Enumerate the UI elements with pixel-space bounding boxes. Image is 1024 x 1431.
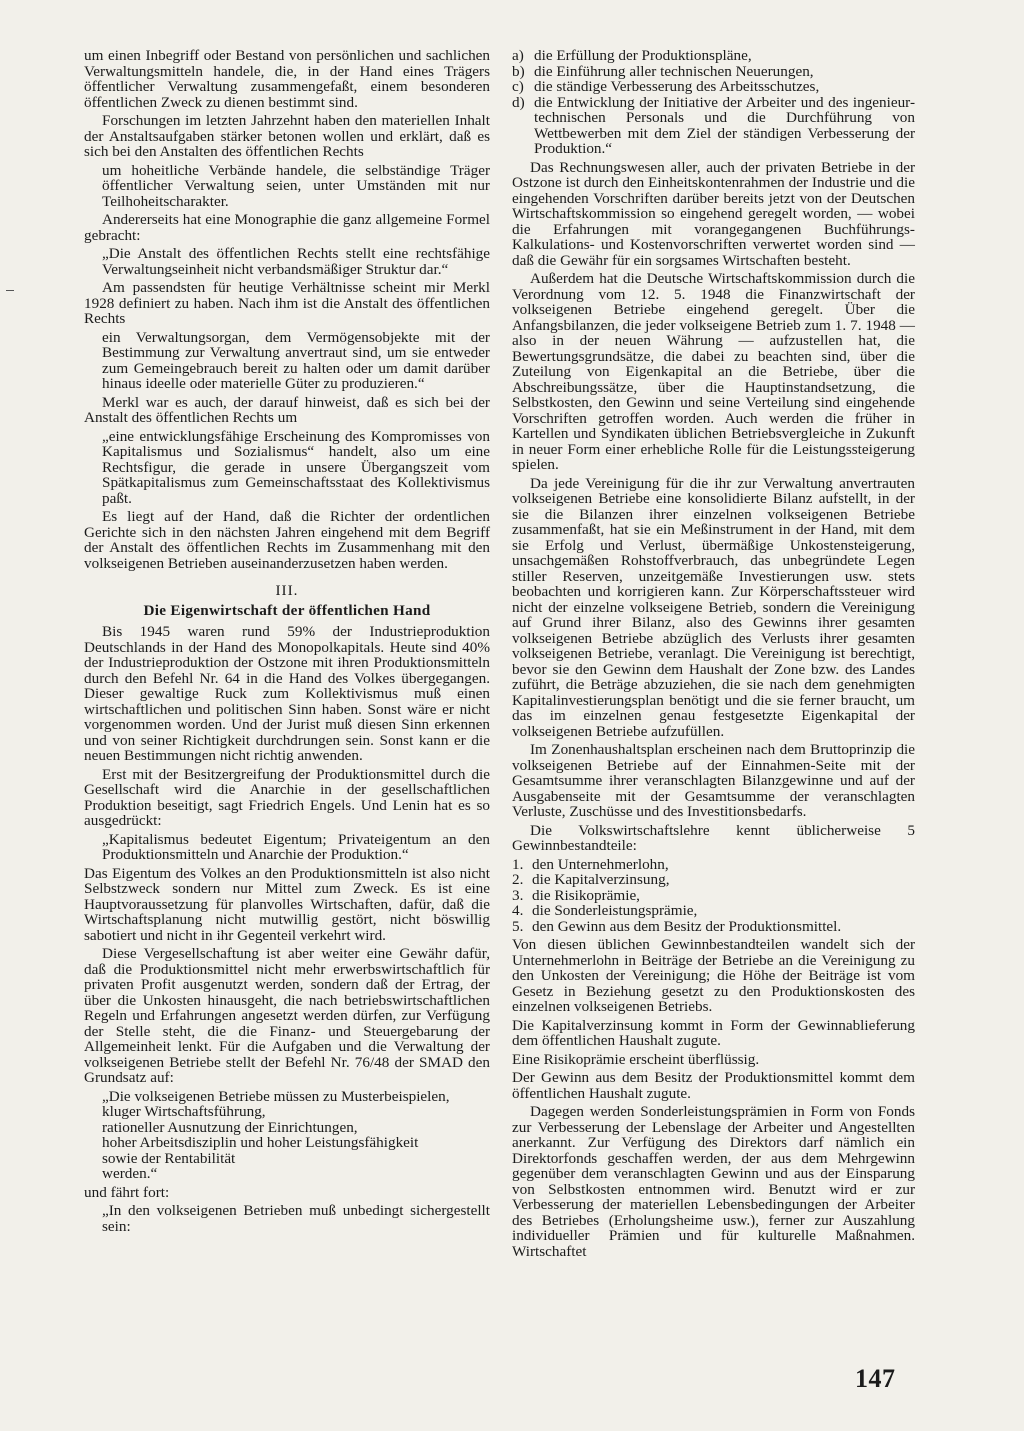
quotation — [102, 1203, 490, 1234]
quotation-line: hoher Arbeitsdisziplin und hoher Leistungsfähigkeit — [102, 1134, 419, 1151]
list-item — [512, 95, 915, 157]
quotation — [102, 1089, 490, 1182]
paragraph: Erst mit der Besitzergreifung der Produktionsmittel durch die Gesellschaft wird die Anarchie in der gesellschaftlichen Produktion beseitigt, sagt Friedrich Engels. Und Lenin hat es so ausgedrückt: — [84, 765, 490, 829]
paragraph: Es liegt auf der Hand, daß die Richter der ordentlichen Gerichte sich in den nächsten Jahren eingehend mit dem Begriff der Anstalt des öffentlichen Rechts im Zusammenhang mit den volkseigenen Betrieben auseinanderzusetzen haben werden. — [84, 508, 490, 572]
paragraph: Diese Vergesellschaftung ist aber weiter eine Gewähr dafür, daß die Produktionsmittel nicht mehr erwerbswirtschaftlich für privaten Profit ausgenutzt werden, sondern daß der Ertrag, der über die Unkosten hinausgeht, die nach betriebswirtschaftlichen Regeln und Erfahrungen angesetzt werden dürfen, zur Verfügung der Stelle steht, die die Finanz- und Steuergebarung der Allgemeinheit lenkt. Für die Aufgaben und die Verwaltung der volkseigenen Betriebe stellt der Befehl Nr. 76/48 der SMAD den Grundsatz auf: — [84, 945, 490, 1086]
quotation-line: werden.“ — [102, 1165, 158, 1182]
quotation-text: „Die Anstalt des öffentlichen Rechts stellt eine rechtsfähige Verwaltungseinheit nicht verbandsmäßiger Struktur dar.“ — [102, 245, 490, 278]
list-marker: d) — [512, 93, 525, 111]
list-item — [512, 79, 915, 95]
list-marker: 5. — [512, 917, 524, 935]
paragraph: Von diesen üblichen Gewinnbestandteilen wandelt sich der Unternehmerlohn in Beiträge der Betriebe an die Vereinigung zu den Unkosten der Vereinigung; die Höhe der Beiträge ist vom Gesetz in Beziehung gesetzt zu den Produktionskosten des einzelnen volkseigenen Betriebs. — [512, 936, 915, 1015]
quotation — [102, 246, 490, 277]
paragraph: Im Zonenhaushaltsplan erscheinen nach dem Bruttoprinzip die volkseigenen Betriebe auf der Einnahmen-Seite mit der Gesamtsumme ihrer veranschlagten Bilanzgewinne und auf der Ausgabenseite mit der Gesamtsumme der veranschlagten Verluste, Zuschüsse und des Investitionsbedarfs. — [512, 741, 915, 820]
list-marker: c) — [512, 78, 524, 95]
paragraph: Das Rechnungswesen aller, auch der privaten Betriebe in der Ostzone ist durch den Einheitskontenrahmen der Industrie und die eingehenden Vorschriften darüber bereits jetzt von der Deutschen Wirtschaftskommission so eingehend geregelt worden, — wobei die Erfahrungen mit vorangegangenen Buchführungs-Kalkulations- und Kostenvorschriften verwertet worden sind — daß die Gewähr für ein sorgsames Wirtschaften besteht. — [512, 158, 915, 269]
paragraph: Das Eigentum des Volkes an den Produktionsmitteln ist also nicht Selbstzweck sondern nur Mittel zum Zweck. Es ist eine Hauptvoraussetzung für planvolles Wirtschaften, dafür, daß die Wirtschaftsplanung nicht mutwillig gestört, nicht böswillig sabotiert und nicht in ihr Gegenteil verkehrt wird. — [84, 864, 490, 944]
lettered-list — [512, 48, 915, 157]
list-item-text: die Erfüllung der Produktionspläne, — [534, 47, 752, 64]
paragraph: Am passendsten für heutige Verhältnisse scheint mir Merkl 1928 definiert zu haben. Nach ihm ist die Anstalt des öffentlichen Rechts — [84, 279, 490, 327]
page-number: 147 — [855, 1364, 896, 1393]
quotation — [102, 429, 490, 507]
quotation — [102, 163, 490, 210]
list-item — [512, 888, 915, 904]
quotation-text: um hoheitliche Verbände handele, die selbständige Träger öffentlicher Verwaltung seien, unter Umständen mit nur Teilhoheitscharakter. — [102, 161, 490, 210]
paragraph: und fährt fort: — [84, 1183, 170, 1201]
quotation-text: „In den volkseigenen Betrieben muß unbedingt sichergestellt sein: — [102, 1202, 490, 1235]
paragraph: Forschungen im letzten Jahrzehnt haben den materiellen Inhalt der Anstaltsaufgaben stärker betonen wollen und erklärt, daß es sich bei den Anstalten des öffentlichen Rechts — [84, 112, 490, 160]
list-item-text: die Entwicklung der Initiative der Arbeiter und des ingenieur-technischen Personals und die Durchführung von Wettbewerben mit dem Ziel der ständigen Verbesserung der Produktion.“ — [534, 93, 915, 157]
paragraph: Bis 1945 waren rund 59% der Industrieproduktion Deutschlands in der Hand des Monopolkapitals. Heute sind 40% der Industrieproduktion der Ostzone mit ihren Produktionsmitteln durch den Befehl Nr. 64 in die Hand des Volkes übergegangen. Dieser gewaltige Ruck zum Kollektivismus muß einen wirtschaftlichen und politischen Sinn haben. Sonst wäre er nicht vorgenommen worden. Und der Jurist muß diesen Sinn erkennen und von seiner Richtigkeit durchdrungen sein. Sonst kann er die neuen Bestimmungen nicht richtig anwenden. — [84, 623, 490, 764]
list-item — [512, 48, 915, 64]
list-item — [512, 857, 915, 873]
list-item-text: die ständige Verbesserung des Arbeitsschutzes, — [534, 78, 820, 95]
list-item-text: den Unternehmerlohn, — [532, 855, 669, 873]
paragraph: Andererseits hat eine Monographie die ganz allgemeine Formel gebracht: — [84, 211, 490, 244]
list-item-text: die Sonderleistungsprämie, — [532, 902, 698, 919]
list-item-text: die Kapitalverzinsung, — [532, 871, 670, 888]
section-number: III. — [275, 582, 299, 599]
list-item-text: den Gewinn aus dem Besitz der Produktionsmittel. — [532, 917, 842, 935]
quotation-text: „eine entwicklungsfähige Erscheinung des Kompromisses von Kapitalismus und Sozialismus“ handelt, also um eine Rechtsfigur, die gerade in unsere Übergangszeit vom Spätkapitalismus zum Gemeinschaftsstaat des Kollektivismus paßt. — [102, 427, 490, 507]
paragraph: Außerdem hat die Deutsche Wirtschaftskommission durch die Verordnung vom 12. 5. 1948 die Finanzwirtschaft der volkseigenen Betriebe eingehend geregelt. Über die Anfangsbilanzen, die jeder volkseigene Betrieb zum 1. 7. 1948 — also in der neuen Währung — aufzustellen hat, die Bewertungsgrundsätze, die dabei zu beachten sind, über die Zuteilung von Eigenkapital an die Betriebe, über die Abschreibungssätze, über die Hauptinstandsetzung, die Selbstkosten, den Gewinn und seine Verteilung sind eingehende Vorschriften getroffen worden. Auch werden die früher in Kartellen und Syndikaten üblichen Betriebsvergleiche in Zukunft in neuer Form einer erhebliche Rolle für die Leistungssteigerung spielen. — [512, 270, 915, 473]
list-marker: 3. — [512, 886, 524, 904]
list-item — [512, 64, 915, 80]
margin-mark — [6, 290, 14, 291]
section-title: Die Eigenwirtschaft der öffentlichen Hand — [143, 601, 431, 619]
paragraph: Merkl war es auch, der darauf hinweist, daß es sich bei der Anstalt des öffentlichen Rechts um — [84, 393, 490, 426]
quotation-text: „Kapitalismus bedeutet Eigentum; Privateigentum an den Produktionsmitteln und Anarchie der Produktion.“ — [102, 830, 490, 863]
list-item — [512, 903, 915, 919]
quotation — [102, 832, 490, 863]
list-marker: 4. — [512, 902, 524, 919]
list-marker: 1. — [512, 855, 524, 873]
paragraph: Dagegen werden Sonderleistungsprämien in Form von Fonds zur Verbesserung der Lebenslage der Arbeiter und Angestellten anerkannt. Zur Verfügung des Direktors darf nämlich ein Direktorfonds geschaffen werden, der aus dem Mehrgewinn gegenüber dem veranschlagten Gewinn und aus der Einsparung von Selbstkosten entnommen wird. Benutzt wird er zur Verbesserung der materiellen Lebensbedingungen der Arbeiter des Betriebes (Erholungsheime usw.), ferner zur Auszahlung individueller Prämien und für kulturelle Maßnahmen. Wirtschaftet — [512, 1103, 915, 1260]
left-column — [84, 48, 490, 1237]
list-marker: 2. — [512, 871, 524, 888]
paragraph: um einen Inbegriff oder Bestand von persönlichen und sachlichen Verwaltungsmitteln handele, die, in der Hand eines Trägers öffentlicher Verwaltung zusammengefaßt, einem besonderen öffentlichen Zweck zu dienen bestimmt sind. — [84, 47, 490, 111]
quotation — [102, 330, 490, 392]
list-item-text: die Risikoprämie, — [532, 886, 640, 904]
list-item — [512, 872, 915, 888]
quotation-line: kluger Wirtschaftsführung, — [102, 1103, 266, 1120]
quotation-line: „Die volkseigenen Betriebe müssen zu Musterbeispielen, — [102, 1087, 450, 1105]
paragraph: Die Kapitalverzinsung kommt in Form der Gewinnablieferung dem öffentlichen Haushalt zugute. — [512, 1016, 915, 1049]
quotation-line: rationeller Ausnutzung der Einrichtungen, — [102, 1118, 358, 1136]
paragraph: Der Gewinn aus dem Besitz der Produktionsmittel kommt dem öffentlichen Haushalt zugute. — [512, 1069, 915, 1102]
quotation-line: sowie der Rentabilität — [102, 1149, 236, 1167]
list-item — [512, 919, 915, 935]
paragraph: Die Volkswirtschaftslehre kennt üblicherweise 5 Gewinnbestandteile: — [512, 821, 915, 854]
list-marker: a) — [512, 47, 524, 64]
quotation-text: ein Verwaltungsorgan, dem Vermögensobjekte mit der Bestimmung zur Verwaltung anvertraut sind, um sie entweder zum Gemeingebrauch bereit zu halten oder um damit darüber hinaus ideelle oder materielle Güter zu produzieren.“ — [102, 328, 490, 392]
list-item-text: die Einführung aller technischen Neuerungen, — [534, 62, 814, 80]
paragraph: Eine Risikoprämie erscheint überflüssig. — [512, 1050, 760, 1068]
right-column — [512, 48, 915, 1262]
numbered-list — [512, 857, 915, 935]
paragraph: Da jede Vereinigung für die ihr zur Verwaltung anvertrauten volkseigenen Betriebe eine konsolidierte Bilanz aufstellt, in der sie die Bilanzen ihrer einzelnen volkseigenen Betriebe zusammenfaßt, hat sie ein Meßinstrument in der Hand, mit dem sie Erfolg und Verlust, übermäßige Unkostensteigerung, unsachgemäßen Rohstoffverbrauch, das unbegründete Legen stiller Reserven, unzeitgemäße Investierungen usw. stets beobachten und korrigieren kann. Zur Körperschaftssteuer wird nicht der einzelne volkseigene Betrieb, sondern die Vereinigung auf Grund ihrer Bilanz, also des Gewinns ihrer gesamten volkseigenen Betriebe abzüglich des Verlusts ihrer gesamten volkseigenen Betriebe, veranlagt. Die Vereinigung ist berechtigt, bevor sie den Gewinn dem Haushalt der Zone bzw. des Landes zuführt, die Beträge abzuziehen, die sie nach dem genehmigten Kapitalinvestierungsplan benötigt und die sie ferner braucht, um das im einzelnen genau festgesetzte Eigenkapital der volkseigenen Betriebe aufzufüllen. — [512, 474, 915, 740]
list-marker: b) — [512, 62, 525, 80]
